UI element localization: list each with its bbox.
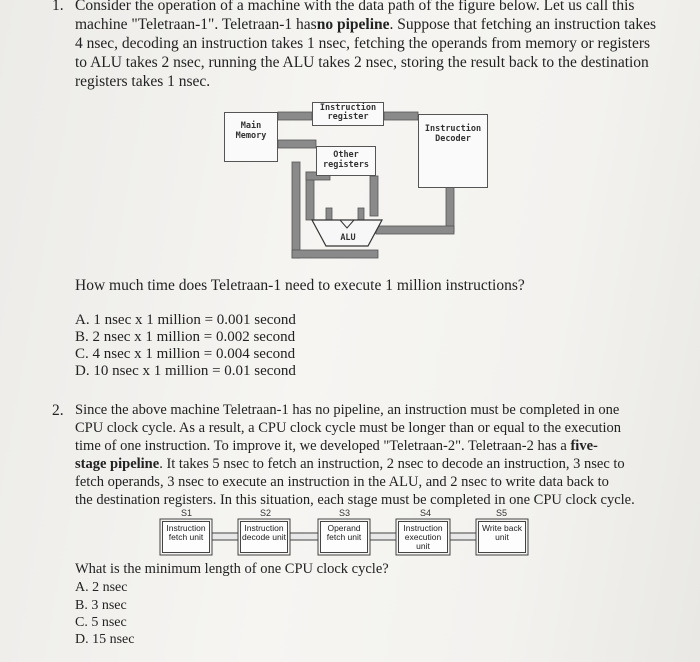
stage3-operand-fetch: Operand fetch unit bbox=[320, 521, 368, 553]
q2-prompt: What is the minimum length of one CPU clock cycle? bbox=[75, 561, 389, 577]
q2-number: 2. bbox=[52, 402, 64, 419]
q1-option-c[interactable]: C. 4 nsec x 1 million = 0.004 second bbox=[75, 346, 296, 362]
q2-line-6: the destination registers. In this situation, each stage must be completed in one CPU clock cycle. bbox=[75, 492, 635, 508]
q2-option-d[interactable]: D. 15 nsec bbox=[75, 632, 135, 647]
stage-label-s4: S4 bbox=[420, 508, 432, 518]
q2-five: five- bbox=[570, 438, 598, 454]
q1-line-1: Consider the operation of a machine with the data path of the figure below. Let us call this bbox=[75, 0, 635, 14]
connector-4-5 bbox=[450, 533, 476, 540]
stage5-write-back: Write back unit bbox=[478, 521, 526, 553]
stage2-instruction-decode: Instruction decode unit bbox=[240, 521, 288, 553]
stage-label-s1: S1 bbox=[181, 508, 193, 518]
main-memory-label: Main Memory bbox=[235, 121, 267, 141]
q1-line-2a: machine "Teletraan-1". Teletraan-1 has bbox=[75, 16, 317, 33]
q2-line-3a: time of one instruction. To improve it, we developed "Teletraan-2". Teletraan-2 has a bbox=[75, 438, 567, 454]
q1-no-pipeline: no pipeline bbox=[316, 16, 390, 33]
instruction-register-label: Instruction register bbox=[319, 103, 377, 122]
q1-prompt: How much time does Teletraan-1 need to execute 1 million instructions? bbox=[75, 277, 525, 294]
q1-line-3: 4 nsec, decoding an instruction takes 1 nsec, fetching the operands from memory or registers bbox=[75, 35, 651, 52]
connector-3-4 bbox=[370, 533, 396, 540]
connector-2-3 bbox=[290, 533, 318, 540]
q2-line-1: Since the above machine Teletraan-1 has no pipeline, an instruction must be completed in one bbox=[75, 402, 620, 418]
stage-label-s5: S5 bbox=[496, 508, 508, 518]
q2-option-b[interactable]: B. 3 nsec bbox=[75, 598, 127, 613]
q1-line-5: registers takes 1 nsec. bbox=[75, 73, 211, 90]
q2-option-c[interactable]: C. 5 nsec bbox=[75, 615, 127, 630]
q1-option-b[interactable]: B. 2 nsec x 1 million = 0.002 second bbox=[75, 329, 296, 345]
connector-1-2 bbox=[212, 533, 238, 540]
alu-label: ALU bbox=[340, 233, 356, 243]
instruction-decoder-label: Instruction Decoder bbox=[424, 124, 482, 144]
q2-option-a[interactable]: A. 2 nsec bbox=[75, 580, 128, 595]
q1-line-2c: . Suppose that fetching an instruction takes bbox=[389, 16, 656, 33]
stage-label-s3: S3 bbox=[339, 508, 351, 518]
stage-label-s2: S2 bbox=[260, 508, 272, 518]
q2-line-4b: . It takes 5 nsec to fetch an instruction, 2 nsec to decode an instruction, 3 nsec to bbox=[159, 456, 625, 472]
q2-line-2: CPU clock cycle. As a result, a CPU clock cycle must be longer than or equal to the execution bbox=[75, 420, 622, 436]
q2-stage-pipeline: stage pipeline bbox=[75, 456, 160, 472]
other-registers-label: Other registers bbox=[322, 150, 370, 170]
q1-option-d[interactable]: D. 10 nsec x 1 million = 0.01 second bbox=[75, 363, 296, 379]
q2-line-5: fetch operands, 3 nsec to execute an instruction in the ALU, and 2 nsec to write data back to bbox=[75, 474, 609, 490]
stage4-instruction-execution: Instruction execution unit bbox=[398, 521, 448, 553]
q1-line-4: to ALU takes 2 nsec, running the ALU takes 2 nsec, storing the result back to the destination bbox=[75, 54, 649, 71]
q1-option-a[interactable]: A. 1 nsec x 1 million = 0.001 second bbox=[75, 312, 296, 328]
stage1-instruction-fetch: Instruction fetch unit bbox=[162, 521, 210, 553]
q1-number: 1. bbox=[52, 0, 64, 14]
